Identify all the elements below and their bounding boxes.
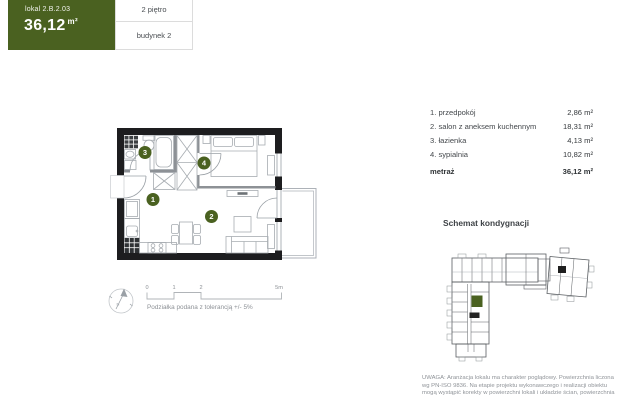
room-row (430, 120, 593, 134)
schematic-right-wing (547, 248, 589, 297)
scale-tick-2: 2 (199, 285, 203, 291)
scale-bar (147, 293, 282, 300)
room-label: 3. łazienka (430, 136, 467, 145)
scale-tolerance-note: Podziałka podana z tolerancją +/- 5% (147, 304, 253, 311)
scale-and-compass (95, 278, 295, 320)
room-area: 10,82 m² (563, 150, 593, 159)
building-floor-schematic (443, 246, 603, 368)
schematic-left-wing (452, 282, 489, 357)
unit-meta-table (115, 0, 193, 50)
room-area-list (430, 106, 593, 179)
building-cell: budynek 2 (136, 31, 172, 40)
disclaimer-line: UWAGA: Aranżacja lokalu ma charakter poglądowy. Powierzchnia liczona (422, 375, 614, 381)
total-area-value: 36,12 m² (562, 167, 593, 176)
room-number-living: 2 (209, 212, 214, 221)
disclaimer-note (422, 375, 620, 398)
compass-icon (109, 289, 133, 314)
schematic-top-wing (452, 258, 538, 282)
unit-area-unit: m² (67, 17, 78, 26)
kitchen-tiles (125, 238, 140, 253)
unit-area-value: 36,12 (24, 17, 66, 34)
apartment-floor-plan (95, 118, 325, 268)
scale-tick-0: 0 (145, 285, 149, 291)
disclaimer-line: mogą wystąpić korekty w powierzchni lokali i układzie ścian, powierzchnia (422, 390, 615, 397)
scale-tick-1: 1 (172, 285, 176, 291)
compass-north-label: N (116, 301, 120, 307)
room-area: 18,31 m² (563, 122, 593, 131)
schematic-stairs (470, 313, 480, 319)
room-area: 2,86 m² (567, 108, 593, 117)
room-row (430, 148, 593, 162)
room-number-bath: 3 (142, 148, 148, 157)
room-row (430, 134, 593, 148)
room-number-hall: 1 (150, 195, 156, 204)
schematic-title: Schemat kondygnacji (443, 218, 530, 228)
schematic-highlighted-unit (472, 296, 483, 308)
room-label: 1. przedpokój (430, 108, 476, 117)
scale-tick-5m: 5m (275, 285, 283, 291)
unit-id-label: lokal 2.B.2.03 (25, 6, 71, 13)
disclaimer-line: wg PN-ISO 9836. Na etapie projektu wykonawczego i realizacji obiektu (422, 382, 607, 389)
room-label: 2. salon z aneksem kuchennym (430, 122, 537, 131)
room-row (430, 106, 593, 120)
room-area: 4,13 m² (567, 136, 593, 145)
unit-header-card (8, 0, 115, 50)
entrance-opening (111, 176, 125, 199)
total-area-label: metraż (430, 167, 455, 176)
balcony (282, 189, 316, 259)
room-number-bed: 4 (201, 158, 207, 168)
room-label: 4. sypialnia (430, 150, 468, 159)
total-area-row (430, 165, 593, 179)
bathroom-tiles (125, 136, 139, 149)
unit-area (24, 17, 78, 35)
floor-cell: 2 piętro (116, 0, 192, 22)
